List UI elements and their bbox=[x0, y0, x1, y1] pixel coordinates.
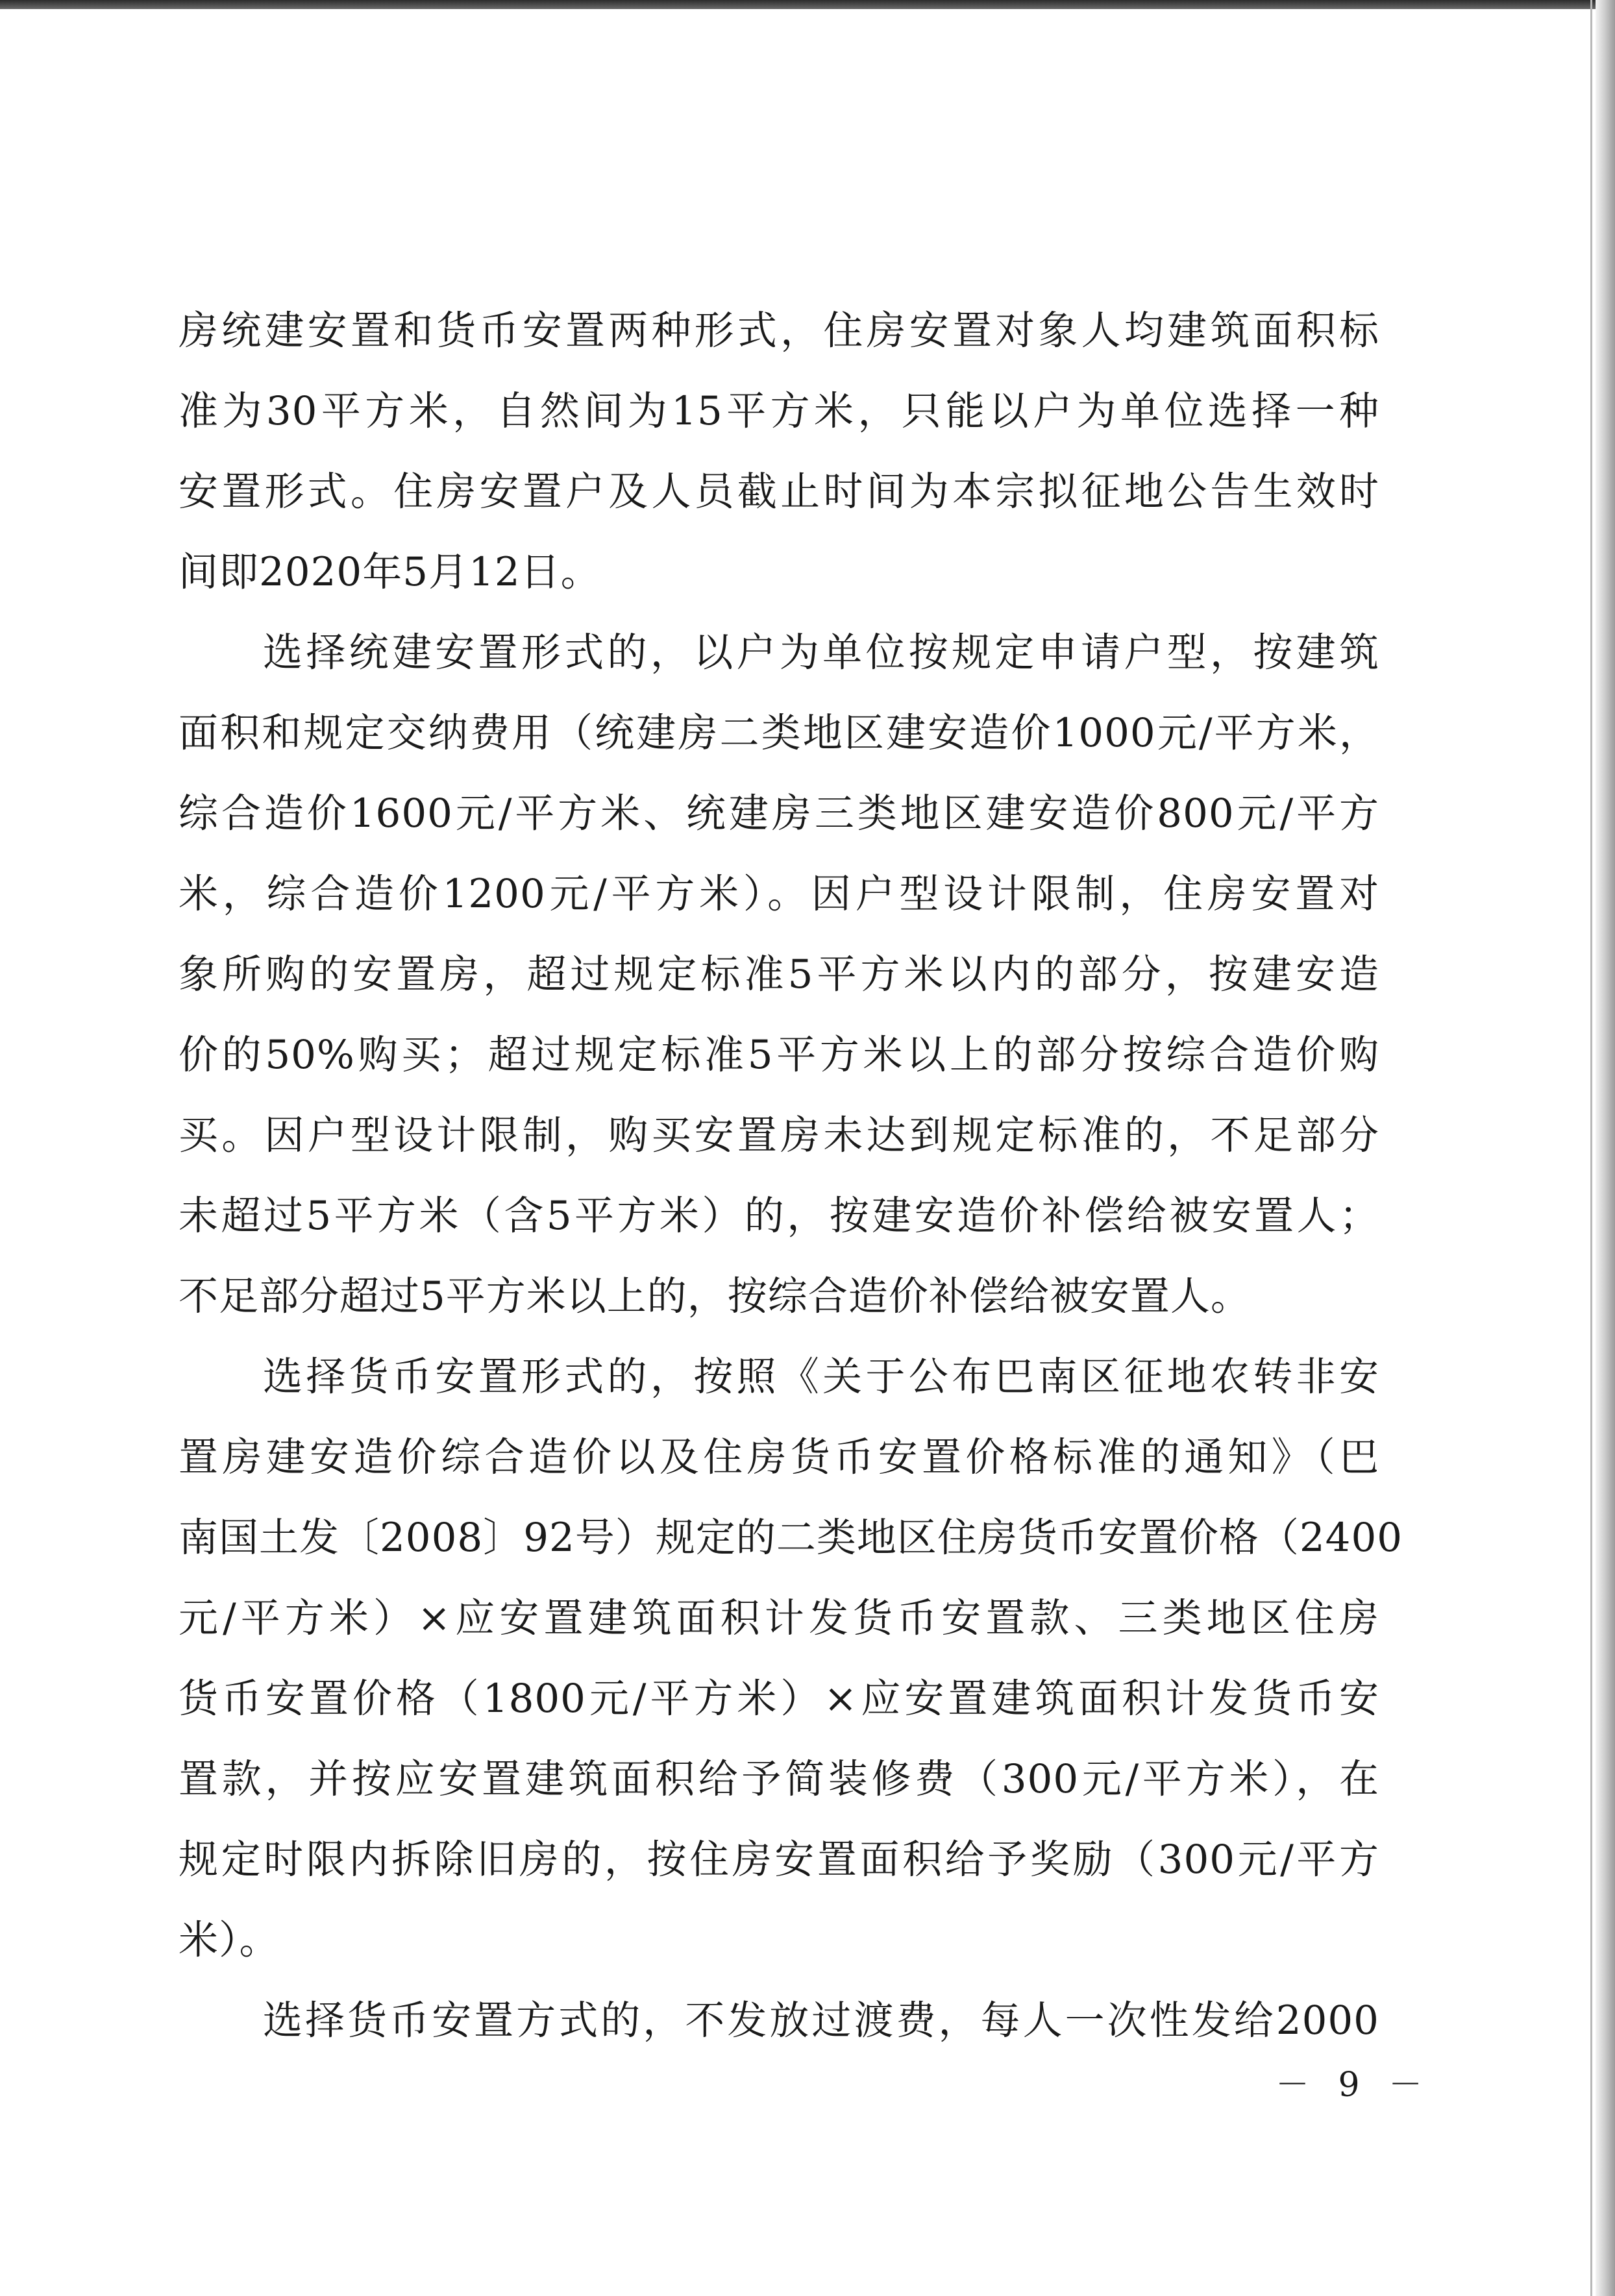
text-line: 置款，并按应安置建筑面积给予简装修费（300元/平方米），在 bbox=[179, 1756, 1379, 1802]
document-body bbox=[179, 291, 1403, 2061]
text-line: 置房建安造价综合造价以及住房货币安置价格标准的通知》（巴 bbox=[179, 1434, 1379, 1480]
text-line: 元/平方米）×应安置建筑面积计发货币安置款、三类地区住房 bbox=[179, 1595, 1379, 1641]
text-line: 选择货币安置方式的，不发放过渡费，每人一次性发给2000 bbox=[263, 1997, 1379, 2044]
text-line: 货币安置价格（1800元/平方米）×应安置建筑面积计发货币安 bbox=[179, 1676, 1379, 1722]
text-line: 南国土发〔2008〕92号）规定的二类地区住房货币安置价格（2400 bbox=[179, 1515, 1403, 1561]
text-line: 房统建安置和货币安置两种形式，住房安置对象人均建筑面积标 bbox=[179, 308, 1379, 354]
scan-top-edge bbox=[0, 0, 1615, 9]
text-line: 米，综合造价1200元/平方米）。因户型设计限制，住房安置对 bbox=[179, 871, 1379, 917]
text-line: 选择统建安置形式的，以户为单位按规定申请户型，按建筑 bbox=[263, 629, 1379, 676]
text-line: 安置形式。住房安置户及人员截止时间为本宗拟征地公告生效时 bbox=[179, 469, 1379, 515]
text-line: 象所购的安置房，超过规定标准5平方米以内的部分，按建安造 bbox=[179, 951, 1379, 997]
text-line: 面积和规定交纳费用（统建房二类地区建安造价1000元/平方米， bbox=[179, 710, 1379, 756]
scan-right-edge bbox=[1596, 0, 1615, 2296]
text-line: 未超过5平方米（含5平方米）的，按建安造价补偿给被安置人； bbox=[179, 1193, 1379, 1239]
text-line: 间即2020年5月12日。 bbox=[179, 549, 601, 595]
text-line: 价的50%购买；超过规定标准5平方米以上的部分按综合造价购 bbox=[179, 1032, 1379, 1078]
text-line: 选择货币安置形式的，按照《关于公布巴南区征地农转非安 bbox=[263, 1354, 1379, 1400]
page-number: － 9 － bbox=[1276, 2066, 1432, 2105]
scan-fold-line bbox=[1590, 0, 1592, 2296]
text-line: 规定时限内拆除旧房的，按住房安置面积给予奖励（300元/平方 bbox=[179, 1837, 1379, 1883]
text-line: 不足部分超过5平方米以上的，按综合造价补偿给被安置人。 bbox=[179, 1273, 1251, 1319]
text-line: 综合造价1600元/平方米、统建房三类地区建安造价800元/平方 bbox=[179, 790, 1379, 837]
text-line: 米）。 bbox=[179, 1917, 280, 1963]
text-line: 准为30平方米，自然间为15平方米，只能以户为单位选择一种 bbox=[179, 388, 1379, 434]
text-line: 买。因户型设计限制，购买安置房未达到规定标准的，不足部分 bbox=[179, 1112, 1379, 1158]
